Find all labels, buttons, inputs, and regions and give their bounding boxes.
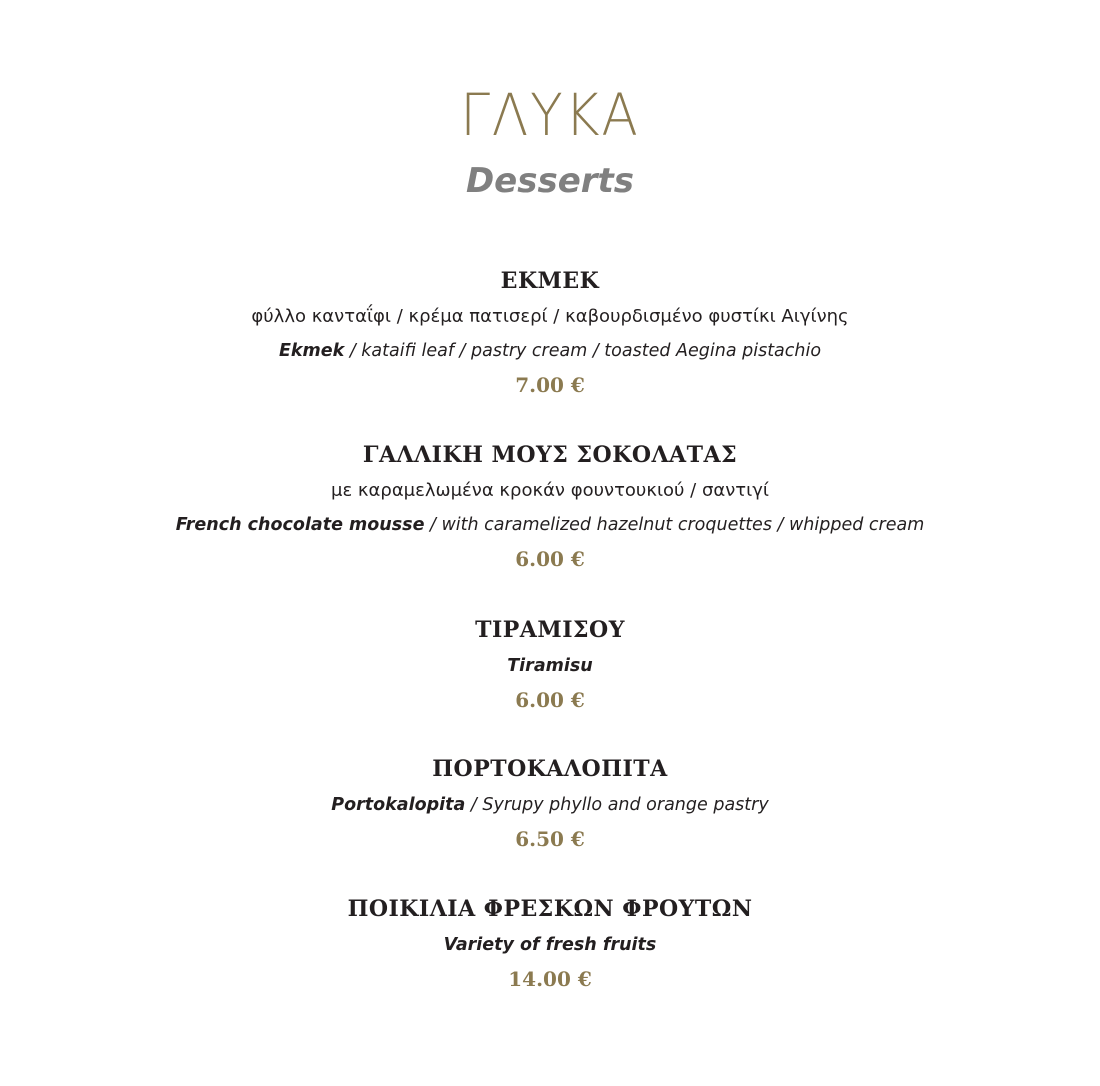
item-price: 7.00 €	[515, 373, 585, 397]
menu-item-tiramisu	[0, 615, 1100, 717]
item-english-description	[0, 649, 1100, 683]
menu-item-ekmek	[0, 266, 1100, 402]
item-english-name: Tiramisu	[507, 656, 593, 676]
item-english-details: / with caramelized hazelnut croquettes / whipped cream	[424, 515, 925, 535]
menu-item-portokalopita	[0, 754, 1100, 856]
menu-item-fresh-fruits	[0, 894, 1100, 996]
item-english-details: / Syrupy phyllo and orange pastry	[465, 795, 769, 815]
item-english-description	[0, 508, 1100, 542]
item-price: 6.00 €	[515, 688, 585, 712]
item-english-description	[0, 334, 1100, 368]
item-english-details: / kataifi leaf / pastry cream / toasted Aegina pistachio	[344, 341, 822, 361]
item-price: 14.00 €	[508, 967, 592, 991]
section-subtitle: Desserts	[465, 161, 635, 201]
item-english-description	[0, 928, 1100, 962]
item-english-name: Ekmek	[278, 341, 345, 361]
item-greek-description: φύλλο κανταΐφι / κρέμα πατισερί / καβουρδισμένο φυστίκι Αιγίνης	[251, 306, 849, 327]
item-price: 6.50 €	[515, 827, 585, 851]
item-english-name: French chocolate mousse	[175, 515, 425, 535]
item-title: ΠΟΙΚΙΛΙΑ ΦΡΕΣΚΩΝ ΦΡΟΥΤΩΝ	[347, 896, 753, 922]
section-title: ΓΛΥΚΑ	[460, 81, 640, 149]
item-title: ΠΟΡΤΟΚΑΛΟΠΙΤΑ	[432, 756, 668, 782]
item-title: ΓΑΛΛΙΚΗ ΜΟΥΣ ΣΟΚΟΛΑΤΑΣ	[362, 442, 738, 468]
item-english-name: Variety of fresh fruits	[443, 935, 657, 955]
item-english-name: Portokalopita	[331, 795, 466, 815]
item-price: 6.00 €	[515, 547, 585, 571]
item-title: ΕΚΜΕΚ	[500, 268, 600, 294]
item-title: ΤΙΡΑΜΙΣΟΥ	[475, 617, 625, 643]
menu-item-chocolate-mousse	[0, 440, 1100, 576]
item-english-description	[0, 788, 1100, 822]
item-greek-description: με καραμελωμένα κροκάν φουντουκιού / σαντιγί	[331, 480, 769, 501]
